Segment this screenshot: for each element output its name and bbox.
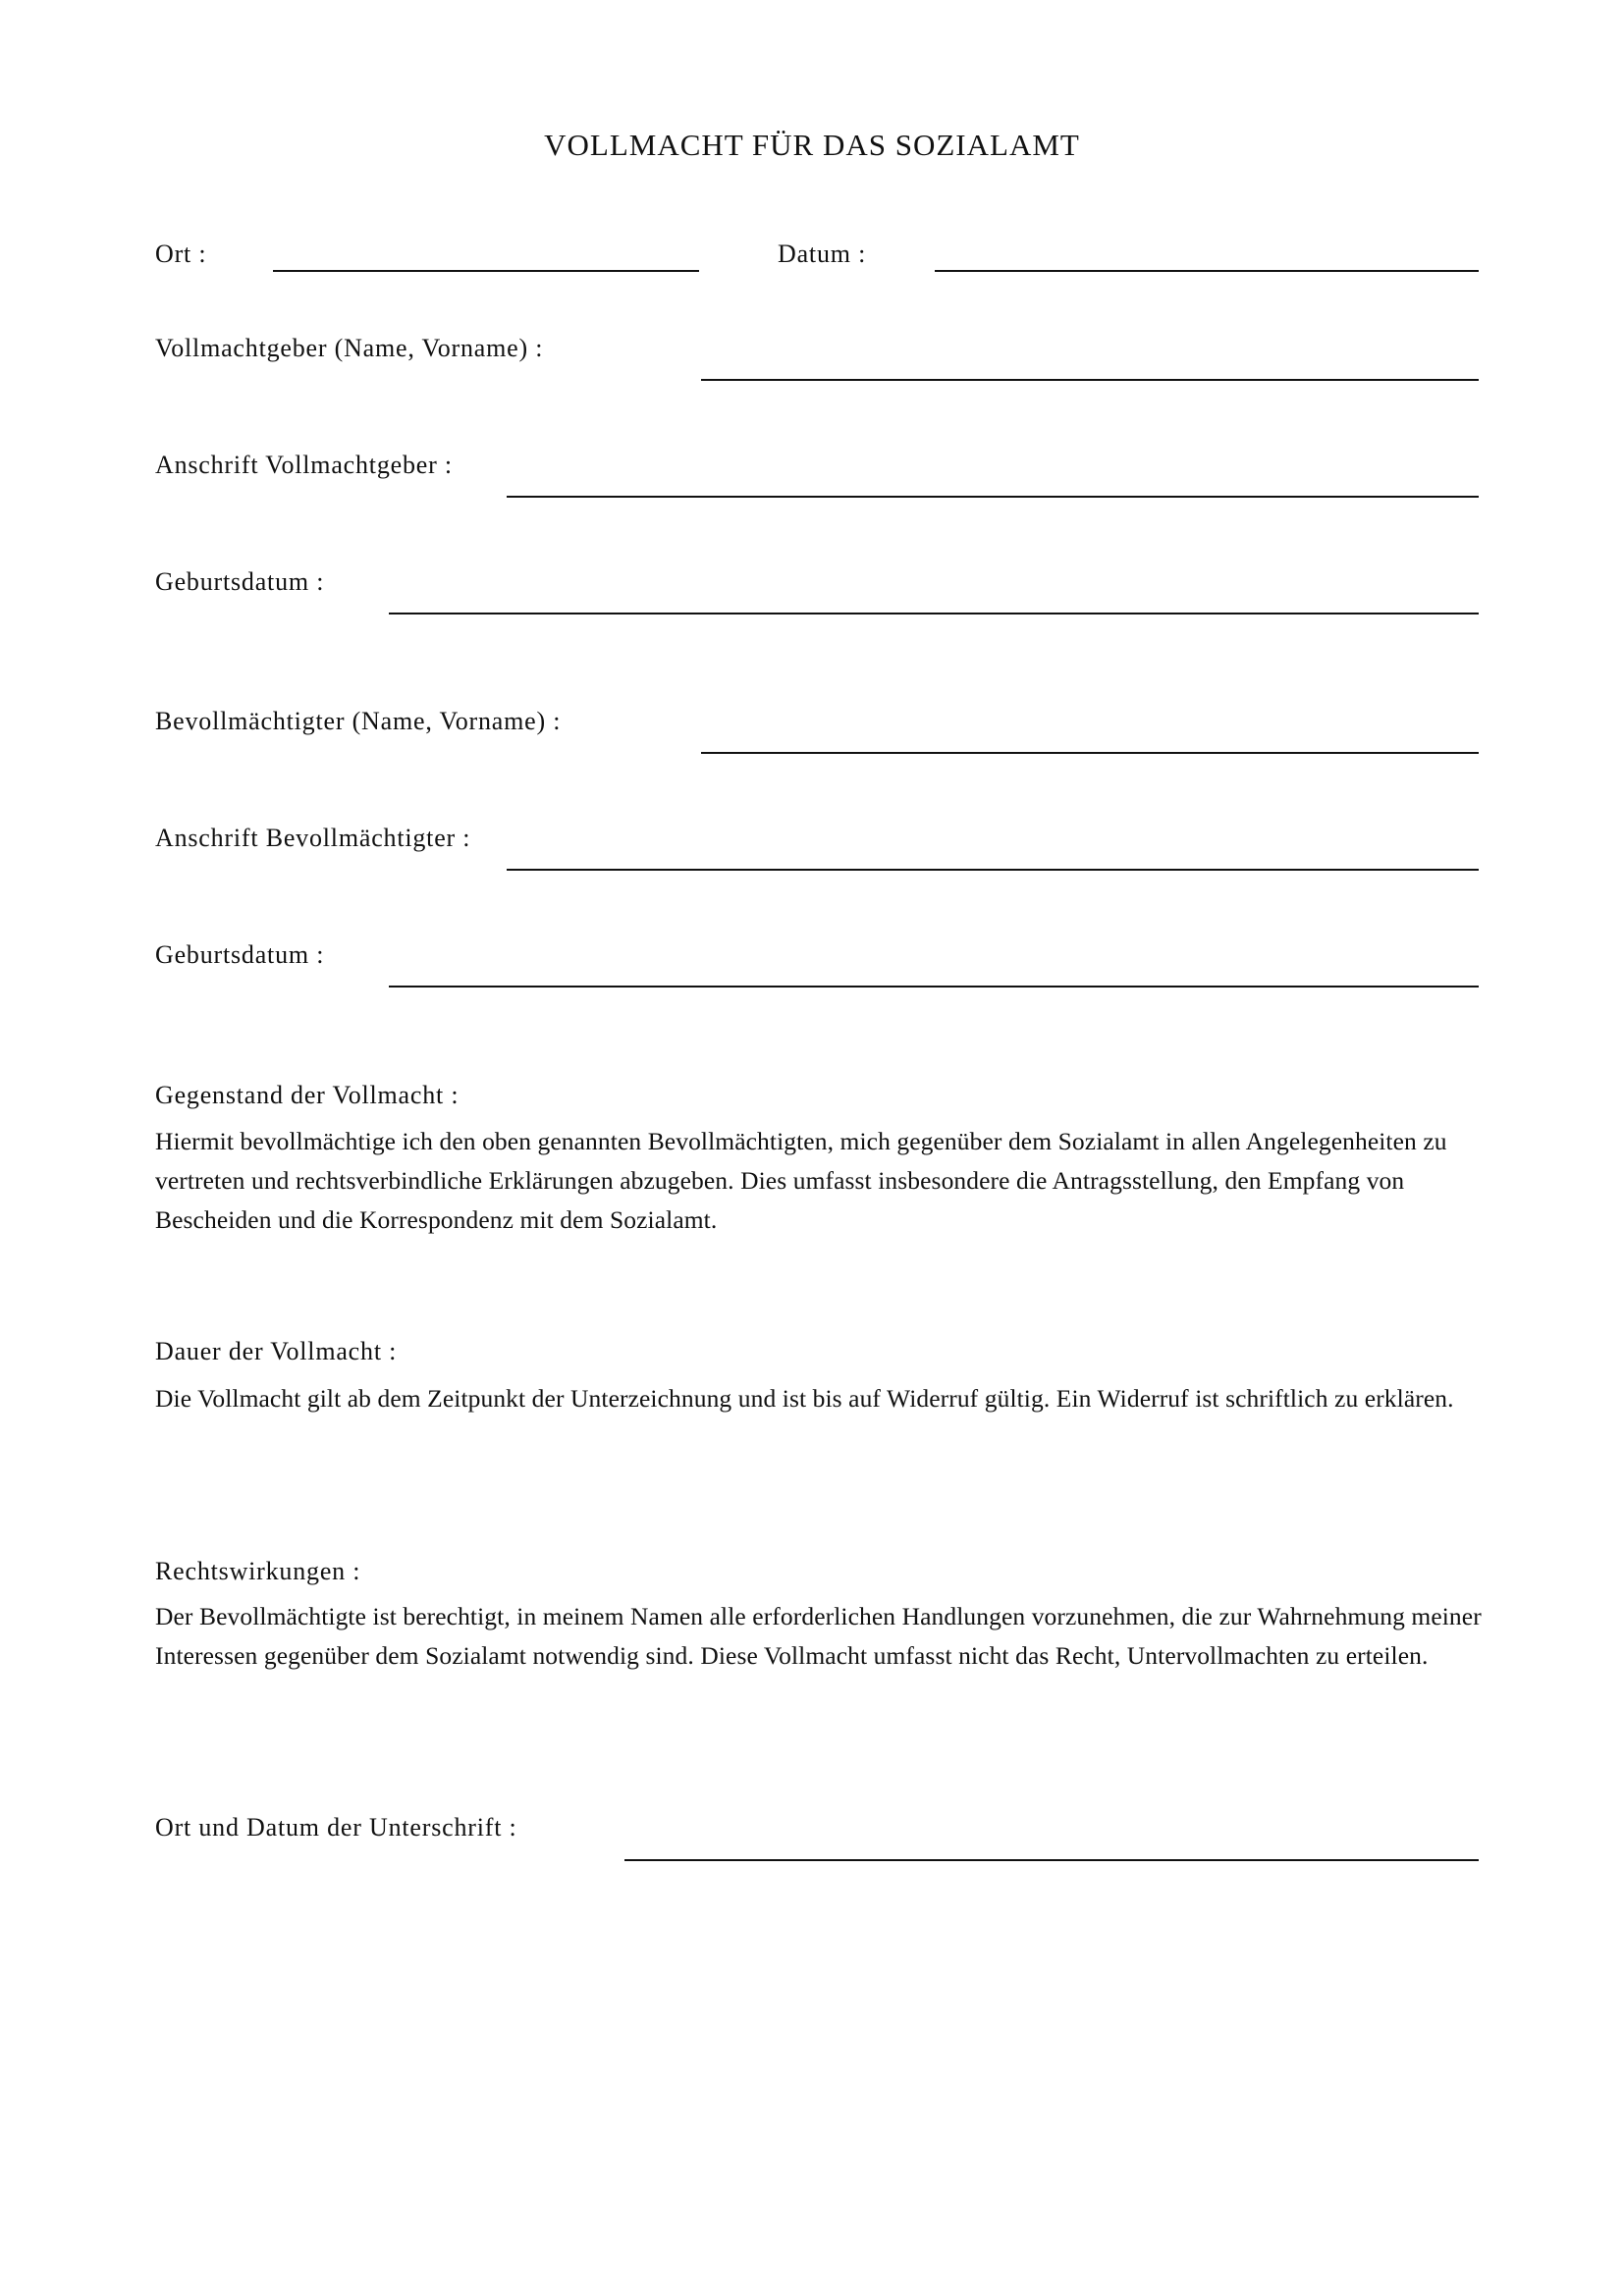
vollmachtgeber-name-input-line[interactable] <box>701 379 1479 381</box>
dauer-paragraph: Die Vollmacht gilt ab dem Zeitpunkt der Unterzeichnung und ist bis auf Widerruf gültig. Ein Widerruf ist schriftlich zu erklären. <box>155 1384 1454 1413</box>
rechtswirkungen-heading: Rechtswirkungen : <box>155 1557 361 1585</box>
bevollmaechtigter-name-input-line[interactable] <box>701 752 1479 754</box>
ort-input-line[interactable] <box>273 270 699 272</box>
unterschrift-label: Ort und Datum der Unterschrift : <box>155 1813 517 1842</box>
bevollmaechtigter-anschrift-input-line[interactable] <box>507 869 1479 871</box>
vollmachtgeber-anschrift-label: Anschrift Vollmachtgeber : <box>155 451 453 479</box>
datum-input-line[interactable] <box>935 270 1479 272</box>
bevollmaechtigter-name-label: Bevollmächtigter (Name, Vorname) : <box>155 707 562 735</box>
document-title: VOLLMACHT FÜR DAS SOZIALAMT <box>544 128 1080 162</box>
rechtswirkungen-paragraph: Der Bevollmächtigte ist berechtigt, in meinem Namen alle erforderlichen Handlungen vorzunehmen, die zur Wahrnehmung meiner Interessen gegenüber dem Sozialamt notwendig sind. Diese Vollmacht umfasst nicht das Recht, Untervollmachten zu erteilen. <box>155 1602 1482 1670</box>
vollmachtgeber-anschrift-input-line[interactable] <box>507 496 1479 498</box>
bevollmaechtigter-geburtsdatum-label: Geburtsdatum : <box>155 940 325 969</box>
bevollmaechtigter-anschrift-label: Anschrift Bevollmächtigter : <box>155 824 471 852</box>
datum-label: Datum : <box>778 240 867 268</box>
vollmachtgeber-geburtsdatum-label: Geburtsdatum : <box>155 567 325 596</box>
vollmachtgeber-geburtsdatum-input-line[interactable] <box>389 613 1479 614</box>
gegenstand-paragraph: Hiermit bevollmächtige ich den oben genannten Bevollmächtigten, mich gegenüber dem Sozialamt in allen Angelegenheiten zu vertreten und rechtsverbindliche Erklärungen abzugeben. Dies umfasst insbesondere die Antragsstellung, den Empfang von Bescheiden und die Korrespondenz mit dem Sozialamt. <box>155 1127 1447 1234</box>
dauer-heading: Dauer der Vollmacht : <box>155 1337 398 1365</box>
bevollmaechtigter-geburtsdatum-input-line[interactable] <box>389 986 1479 988</box>
vollmachtgeber-name-label: Vollmachtgeber (Name, Vorname) : <box>155 334 544 362</box>
ort-label: Ort : <box>155 240 207 268</box>
gegenstand-heading: Gegenstand der Vollmacht : <box>155 1081 460 1109</box>
unterschrift-input-line[interactable] <box>624 1859 1479 1861</box>
